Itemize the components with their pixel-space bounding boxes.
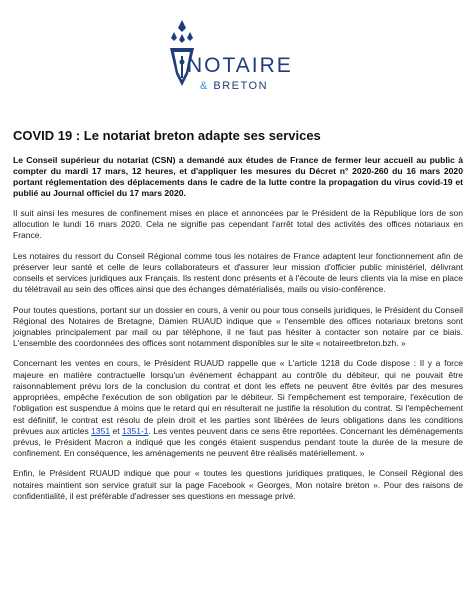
link-separator-et: et [110,425,123,436]
force-majeure-text-end: . Les ventes peuvent dans ce sens être reportées. Concernant les déménagements prévus, le Président Macron a indiqué que les congés étaient suspendus pendant toute la durée de la mesure de confinement. En conséquence, les aménagements ne peuvent être réalisés matériellement. » [13,425,464,459]
paragraph-facebook-service: Enfin, le Président RUAUD indique que pour « toutes les questions juridiques pratiques, le Conseil Régional des notaires maintient son service gratuit sur la page Facebook « Georges, Mon notaire breton ». Pour des raisons de confidentialité, il est préférable d'adresser ses questions en message privé. [13,468,463,501]
paragraph-contact: Pour toutes questions, portant sur un dossier en cours, à venir ou pour tous conseils juridiques, le Président du Conseil Régional des Notaires de Bretagne, Damien RUAUD indique que « l'ensemble des offices notariaux bretons sont joignables principalement par mail ou par téléphone, il ne faut pas hésiter à contacter son notaire par ce biais. L'ensemble des coordonnées des offices sont notamment disponibles sur le site « notaireetbreton.bzh. » [13,304,463,349]
logo-text-breton [200,80,268,92]
notaire-breton-logo [150,18,340,90]
article-body [13,128,463,511]
article-1351-link[interactable]: 1351 [91,425,111,436]
paragraph-confinement: Il suit ainsi les mesures de confinement mises en place et annoncées par le Président de la République lors de son allocution le lundi 16 mars 2020. Cela ne signifie pas cependant l'arrêt total des activités des offices notariaux en France. [13,208,463,241]
force-majeure-text-start: Concernant les ventes en cours, le Président RUAUD rappelle que « L'article 1218 du Code dispose : Il y a force majeure en matière contractuelle lorsqu'un événement échappant au contrôle du débiteur, qui ne pouvait être raisonnablement prévu lors de la conclusion du contrat et dont les effets ne peuvent être évités par des mesures appropriées, empêche l'exécution de son obligation par le débiteur. Si l'empêchement est temporaire, l'exécution de l'obligation est suspendue à moins que le retard qui en résulterait ne justifie la résolution du contrat. Si l'empêchement est définitif, le contrat est résolu de plein droit et les parties sont libérées de leurs obligations dans les conditions prévues aux articles [13,358,463,436]
logo-ampersand: & [200,80,209,92]
article-title: COVID 19 : Le notariat breton adapte ses services [13,128,321,143]
article-lead-paragraph: Le Conseil supérieur du notariat (CSN) a demandé aux études de France de fermer leur accueil au public à compter du mardi 17 mars, 12 heures, et d'appliquer les mesures du Décret n° 2020-260 du 16 mars 2020 portant réglementation des déplacements dans le cadre de la lutte contre la propagation du virus covid-19 et publié au Journal officiel du 17 mars 2020. [13,155,463,198]
logo-text-notaire: NOTAIRE [187,54,293,77]
paragraph-force-majeure [13,358,463,459]
article-1351-1-link[interactable]: 1351-1 [122,425,149,436]
logo-text-breton-word: BRETON [208,80,269,92]
paragraph-notaires-adaptation: Les notaires du ressort du Conseil Régional comme tous les notaires de France adaptent leur fonctionnement afin de préserver leur santé et celle de leurs collaborateurs et d'assurer leur mission d'officier public ministériel, délivrant conseils et services juridiques aux Français. Ils restent donc présents et à l'écoute de leurs clients via la mise en place du télétravail au sein des offices ainsi que des échanges dématérialisés, mails ou visio-conférence. [13,250,463,295]
